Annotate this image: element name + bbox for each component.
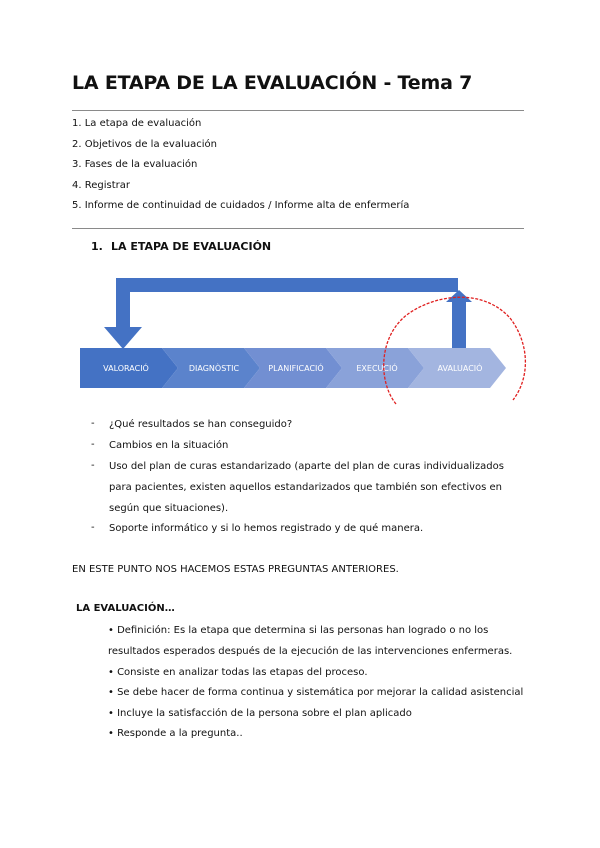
process-diagram [78,274,538,410]
page-title: LA ETAPA DE LA EVALUACIÓN - Tema 7 [72,72,473,94]
list-item: Cambios en la situación [109,440,229,451]
toc-item: 5. Informe de continuidad de cuidados / Informe alta de enfermería [72,200,410,211]
step-label: DIAGNÒSTIC [188,364,240,373]
bullet-marker: - [91,460,95,471]
list-item: • Consiste en analizar todas las etapas del proceso. [108,667,368,678]
list-item: Soporte informático y si lo hemos registrado y de qué manera. [109,523,424,534]
bullet-marker: - [91,418,95,429]
bullet-marker: - [91,439,95,450]
section-title: LA ETAPA DE EVALUACIÓN [111,240,272,253]
step-label: AVALUACIÓ [437,364,483,373]
step-label: PLANIFICACIÓ [268,364,324,373]
feedback-arrow [104,278,472,349]
toc-item: 4. Registrar [72,180,130,191]
statement-text: EN ESTE PUNTO NOS HACEMOS ESTAS PREGUNTAS ANTERIORES. [72,564,399,575]
section-heading [91,240,271,253]
divider-top [72,110,524,111]
list-item: • Definición: Es la etapa que determina si las personas han logrado o no los resultados esperados después de la ejecución de las intervenciones enfermeras. [108,625,513,657]
subsection-heading: LA EVALUACIÓN… [76,603,175,614]
toc-item: 3. Fases de la evaluación [72,159,198,170]
bullet-marker: - [91,522,95,533]
divider-toc [72,228,524,229]
list-item: ¿Qué resultados se han conseguido? [109,419,293,430]
toc-item: 2. Objetivos de la evaluación [72,139,217,150]
step-label: VALORACIÓ [103,364,149,373]
toc-item: 1. La etapa de evaluación [72,118,202,129]
list-item: • Incluye la satisfacción de la persona sobre el plan aplicado [108,708,412,719]
step-label: EXECUCIÓ [356,364,398,373]
list-item: • Responde a la pregunta.. [108,728,243,739]
list-item: • Se debe hacer de forma continua y sistemática por mejorar la calidad asistencial [108,687,524,698]
section-number: 1. [91,240,103,253]
list-item: Uso del plan de curas estandarizado (aparte del plan de curas individualizados para pacientes, existen aquellos estandarizados que también son efectivos en según que situaciones). [109,461,504,514]
